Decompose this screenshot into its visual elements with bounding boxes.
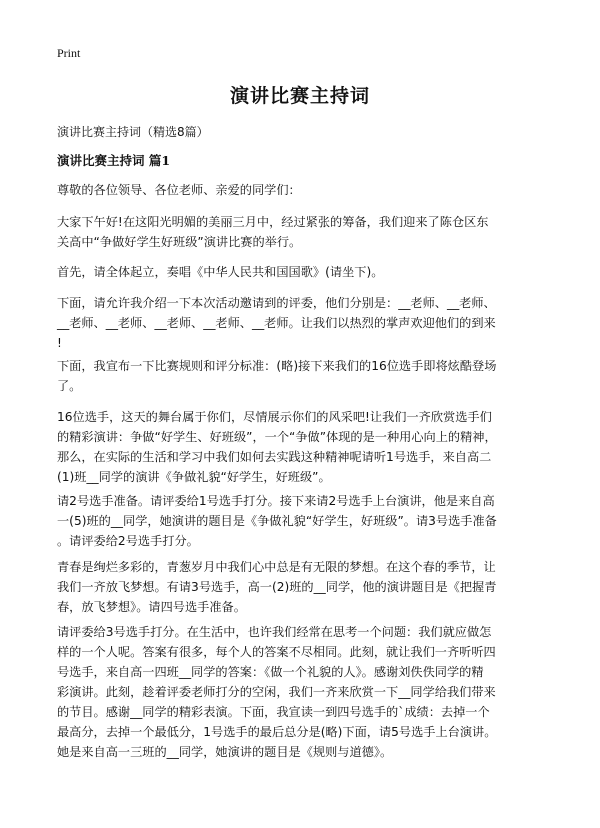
section-heading: 演讲比赛主持词 篇1 xyxy=(57,153,171,168)
paragraph-line: 她是来自高一三班的__同学，她演讲的题目是《规则与道德》。 xyxy=(57,745,393,759)
paragraph-contestants xyxy=(57,407,549,487)
paragraph-line: 下面，我宣布一下比赛规则和评分标准：(略)接下来我们的16位选手即将炫酷登场 xyxy=(57,359,497,373)
paragraph-youth xyxy=(57,557,549,617)
paragraph-line: 尊敬的各位领导、各位老师、亲爱的同学们： xyxy=(57,183,301,197)
paragraph-rules xyxy=(57,356,549,396)
paragraph-line: 最高分，去掉一个最低分，1号选手的最后总分是(略)下面，请5号选手上台演讲。 xyxy=(57,725,497,739)
paragraph-line: 了。 xyxy=(57,379,82,393)
paragraph-line: 春，放飞梦想》。请四号选手准备。 xyxy=(57,600,246,614)
paragraph-line: 那么，在实际的生活和学习中我们如何去实践这种精神呢请听1号选手，来自高二 xyxy=(57,450,492,464)
paragraph-line: 大家下午好!在这阳光明媚的美丽三月中，经过紧张的筹备，我们迎来了陈仓区东 xyxy=(57,215,489,229)
paragraph-intro xyxy=(57,212,549,252)
paragraph-anthem xyxy=(57,262,549,282)
paragraph-line: (1)班__同学的演讲《争做礼貌“好学生，好班级”。 xyxy=(57,470,331,484)
paragraph-line: 请2号选手准备。请评委给1号选手打分。接下来请2号选手上台演讲，他是来自高 xyxy=(57,494,495,508)
paragraph-line: 彩演讲。此刻，趁着评委老师打分的空闲，我们一齐来欣赏一下__同学给我们带来 xyxy=(57,685,496,699)
paragraph-line: 样的一个人呢。答案有很多，每个人的答案不尽相同。此刻，就让我们一齐听听四 xyxy=(57,645,496,659)
document-subtitle: 演讲比赛主持词（精选8篇） xyxy=(57,125,209,139)
paragraph-line: 16位选手，这天的舞台属于你们，尽情展示你们的风采吧!让我们一齐欣赏选手们 xyxy=(57,410,492,424)
paragraph-line: 。请评委给2号选手打分。 xyxy=(57,534,199,548)
paragraph-scoring xyxy=(57,622,549,762)
paragraph-line: 首先，请全体起立，奏唱《中华人民共和国国歌》(请坐下)。 xyxy=(57,265,384,279)
document-title: 演讲比赛主持词 xyxy=(229,85,370,107)
paragraph-line: __老师、__老师、__老师、__老师、__老师。让我们以热烈的掌声欢迎他们的到来 xyxy=(57,316,496,330)
paragraph-line: ! xyxy=(57,336,62,350)
print-label: Print xyxy=(57,46,81,60)
paragraph-line: 号选手，来自高一四班__同学的答案：《做一个礼貌的人》。感谢刘佚佚同学的精 xyxy=(57,665,484,679)
paragraph-contestant-2 xyxy=(57,491,549,551)
paragraph-line: 青春是绚烂多彩的，青葱岁月中我们心中总是有无限的梦想。在这个春的季节，让 xyxy=(57,560,496,574)
paragraph-line: 的精彩演讲：争做“好学生、好班级”，一个“争做”体现的是一种用心向上的精神， xyxy=(57,430,497,444)
paragraph-line: 的节目。感谢__同学的精彩表演。下面，我宣读一到四号选手的`成绩：去掉一个 xyxy=(57,705,490,719)
paragraph-greeting xyxy=(57,180,549,200)
paragraph-line: 关高中“争做好学生好班级”演讲比赛的举行。 xyxy=(57,235,302,249)
paragraph-line: 我们一齐放飞梦想。有请3号选手，高一(2)班的__同学，他的演讲题目是《把握青 xyxy=(57,580,497,594)
paragraph-line: 一(5)班的__同学，她演讲的题目是《争做礼貌“好学生，好班级”。请3号选手准备 xyxy=(57,514,497,528)
paragraph-judges xyxy=(57,293,549,353)
paragraph-line: 下面，请允许我介绍一下本次活动邀请到的评委，他们分别是：__老师、__老师、 xyxy=(57,296,496,310)
paragraph-line: 请评委给3号选手打分。在生活中，也许我们经常在思考一个问题：我们就应做怎 xyxy=(57,625,492,639)
